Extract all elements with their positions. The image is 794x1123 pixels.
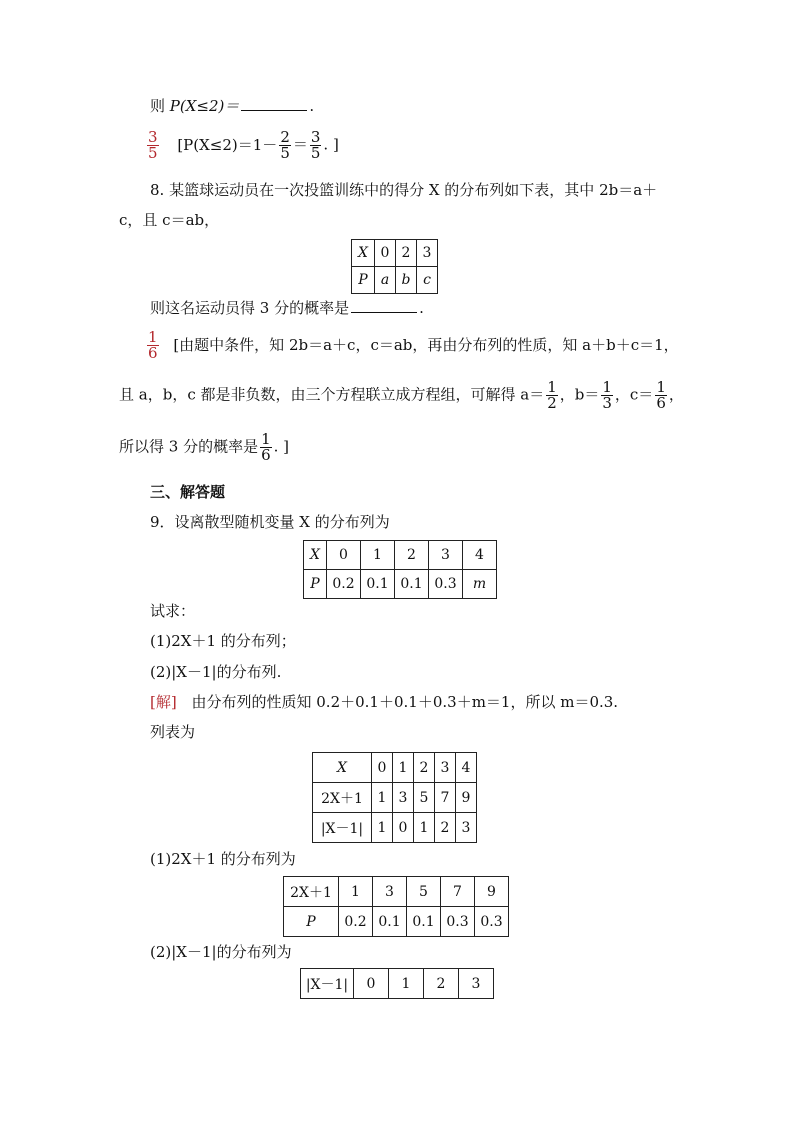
solution-text-1: 由分布列的性质知 0.2＋0.1＋0.1＋0.3＋m＝1，所以 m＝0.3. (191, 693, 619, 711)
table-cell: 3 (373, 877, 407, 907)
table-cell: 4 (456, 753, 477, 783)
q7-question-line (150, 96, 314, 116)
q8-distribution-table (351, 239, 438, 294)
q7-answer-fraction (147, 130, 159, 161)
table-cell: |X－1| (301, 969, 354, 999)
table-row (284, 877, 509, 907)
table-cell: 9 (456, 783, 477, 813)
q7-expr: P(X≤2)＝ (169, 97, 240, 115)
table-cell: 0.1 (407, 907, 441, 937)
q8-answer-line-3 (119, 432, 289, 463)
q9-ask: 试求： (150, 602, 196, 620)
q7-fraction-2 (279, 130, 291, 161)
q9-distribution-table (303, 540, 497, 599)
q8-answer-line-1 (145, 330, 679, 361)
table-cell: 3 (429, 541, 463, 570)
table-row (301, 969, 494, 999)
table-cell: 5 (407, 877, 441, 907)
table-cell: 0 (354, 969, 389, 999)
table-row (313, 813, 477, 843)
table-cell: P (284, 907, 339, 937)
table-cell: m (463, 570, 497, 599)
equals-sign: ＝ (292, 135, 308, 154)
q8-answer-fraction (147, 330, 159, 361)
table-cell: 2 (395, 541, 429, 570)
table-row (304, 570, 497, 599)
table-cell: P (304, 570, 327, 599)
q8-explanation-1: [由题中条件，知 2b＝a＋c，c＝ab，再由分布列的性质，知 a＋b＋c＝1， (173, 335, 679, 354)
solution-line-2: 列表为 (150, 723, 196, 741)
table-cell: 1 (393, 753, 414, 783)
table-cell: 2 (435, 813, 456, 843)
table-cell: 1 (372, 783, 393, 813)
fraction-numerator: 1 (261, 430, 271, 448)
table-cell: 0 (393, 813, 414, 843)
table-row (352, 267, 438, 294)
q8-line-2: c，且 c＝ab， (119, 211, 220, 229)
table-cell: c (417, 267, 438, 294)
table-cell: 2X＋1 (313, 783, 372, 813)
q7-fraction-3 (310, 130, 322, 161)
table-cell: 3 (456, 813, 477, 843)
solution-tag: [解] (150, 693, 177, 711)
fraction-denominator: 5 (310, 144, 321, 162)
c-value-fraction (655, 380, 667, 411)
q7-explanation-b: . ] (323, 135, 339, 154)
fraction-denominator: 6 (656, 394, 666, 412)
table-cell: X (352, 240, 375, 267)
q8-line-1: 8. 某篮球运动员在一次投篮训练中的得分 X 的分布列如下表，其中 2b＝a＋ (150, 181, 658, 199)
table-cell: 0.1 (395, 570, 429, 599)
q8-ask-line (150, 298, 424, 318)
q8-answer-line-2 (119, 380, 684, 411)
answer-blank (351, 298, 417, 313)
table-cell: 0.3 (441, 907, 475, 937)
table-cell: 0 (372, 753, 393, 783)
q7-answer-line (145, 130, 339, 161)
table-cell: 5 (414, 783, 435, 813)
table-row (352, 240, 438, 267)
table-cell: 1 (414, 813, 435, 843)
table-cell: 0 (375, 240, 396, 267)
q9-sub2: (2)|X－1|的分布列. (150, 663, 282, 681)
table-cell: 2 (414, 753, 435, 783)
table-cell: 0.3 (475, 907, 509, 937)
fraction-numerator: 1 (547, 378, 557, 396)
b-label: ，b＝ (559, 385, 600, 404)
solution-line-1 (150, 692, 618, 712)
q8-explanation-2: 且 a，b，c 都是非负数，由三个方程联立成方程组，可解得 a＝ (119, 385, 545, 404)
q7-suffix: . (309, 97, 315, 115)
table-cell: 3 (435, 753, 456, 783)
c-label: ，c＝ (614, 385, 654, 404)
table-cell: 0.2 (339, 907, 373, 937)
table-cell: 0.2 (327, 570, 361, 599)
table-cell: 0 (327, 541, 361, 570)
table-cell: 7 (441, 877, 475, 907)
line-end: . ] (273, 437, 290, 456)
table-cell: 4 (463, 541, 497, 570)
solution-table-2 (283, 876, 509, 937)
table-row (313, 753, 477, 783)
q7-prefix: 则 (150, 97, 170, 115)
table-cell: b (396, 267, 417, 294)
table-row (304, 541, 497, 570)
answer-blank (241, 96, 307, 111)
table-cell: 0.1 (361, 570, 395, 599)
table-cell: 0.1 (373, 907, 407, 937)
table-cell: |X－1| (313, 813, 372, 843)
fraction-denominator: 6 (261, 446, 271, 464)
section-title: 三、解答题 (150, 483, 226, 501)
solution-part2: (2)|X－1|的分布列为 (150, 943, 292, 961)
table-cell: 1 (361, 541, 395, 570)
table-cell: 2 (424, 969, 459, 999)
table-cell: 1 (372, 813, 393, 843)
solution-table-3 (300, 968, 494, 999)
table-row (313, 783, 477, 813)
table-cell: 2X＋1 (284, 877, 339, 907)
table-cell: 2 (396, 240, 417, 267)
table-cell: 0.3 (429, 570, 463, 599)
line-end: ， (668, 385, 684, 404)
q8-ask-suffix: . (419, 299, 424, 317)
fraction-numerator: 2 (280, 128, 290, 146)
q9-sub1: (1)2X＋1 的分布列； (150, 632, 296, 650)
table-row (284, 907, 509, 937)
fraction-denominator: 3 (602, 394, 612, 412)
table-cell: 7 (435, 783, 456, 813)
solution-table-1 (312, 752, 477, 843)
table-cell: 9 (475, 877, 509, 907)
a-value-fraction (546, 380, 558, 411)
b-value-fraction (601, 380, 613, 411)
fraction-denominator: 5 (148, 144, 158, 162)
fraction-denominator: 5 (280, 144, 290, 162)
table-cell: 3 (459, 969, 494, 999)
probability-fraction (260, 432, 272, 463)
q8-ask-text: 则这名运动员得 3 分的概率是 (150, 299, 350, 317)
table-cell: 3 (417, 240, 438, 267)
table-cell: a (375, 267, 396, 294)
solution-part1: (1)2X＋1 的分布列为 (150, 850, 296, 868)
fraction-numerator: 1 (148, 328, 158, 346)
table-cell: X (313, 753, 372, 783)
fraction-numerator: 1 (602, 378, 612, 396)
q8-explanation-3: 所以得 3 分的概率是 (119, 437, 259, 456)
fraction-denominator: 2 (547, 394, 557, 412)
fraction-numerator: 1 (656, 378, 666, 396)
table-cell: 3 (393, 783, 414, 813)
fraction-denominator: 6 (148, 344, 158, 362)
table-cell: P (352, 267, 375, 294)
table-cell: 1 (339, 877, 373, 907)
fraction-numerator: 3 (148, 128, 158, 146)
q9-intro: 9．设离散型随机变量 X 的分布列为 (150, 513, 390, 531)
q7-explanation-a: [P(X≤2)＝1－ (177, 135, 278, 154)
table-cell: 1 (389, 969, 424, 999)
fraction-numerator: 3 (310, 128, 321, 146)
table-cell: X (304, 541, 327, 570)
